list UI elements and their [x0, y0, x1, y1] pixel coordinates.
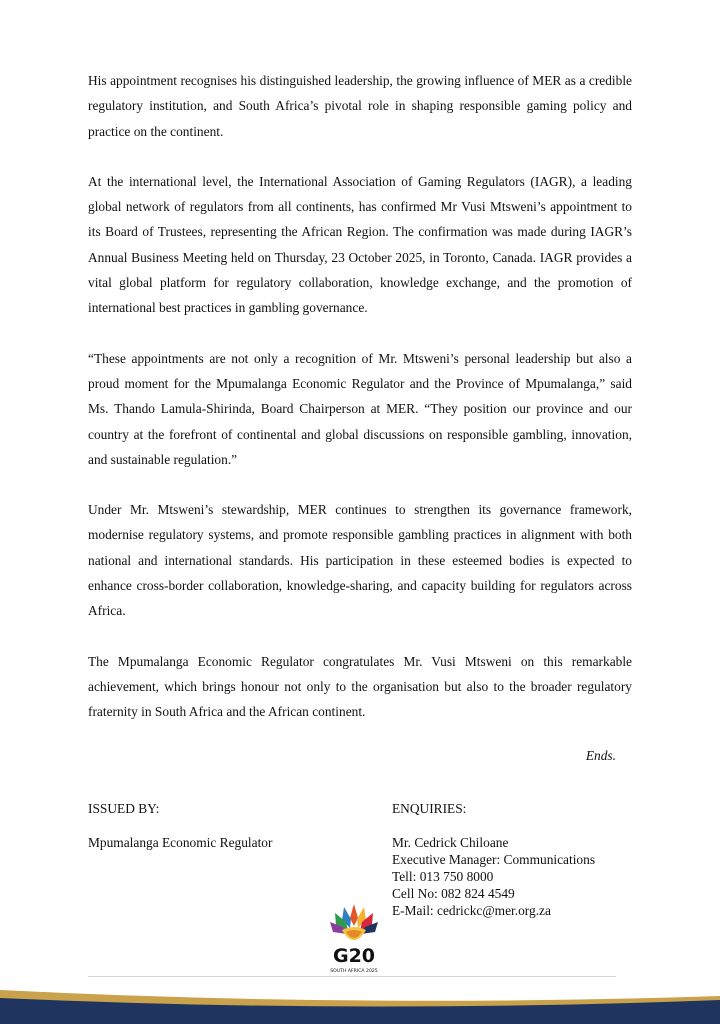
- contact-email: E-Mail: cedrickc@mer.org.za: [392, 903, 551, 918]
- paragraph-5: The Mpumalanga Economic Regulator congratulates Mr. Vusi Mtsweni on this remarkable achievement, which brings honour not only to the organisation but also to the broader regulatory fraternity in South Africa and the African continent.: [88, 653, 632, 720]
- enquiries-heading: ENQUIRIES:: [392, 801, 467, 816]
- footer-swoosh-band: [0, 984, 720, 1024]
- contact-cell: Cell No: 082 824 4549: [392, 886, 515, 901]
- paragraph-4: Under Mr. Mtsweni’s stewardship, MER continues to strengthen its governance framework, modernise regulatory systems, and promote responsible gambling practices in alignment with both national and international standards. His participation in these esteemed bodies is expected to enhance cross-border collaboration, knowledge-sharing, and capacity building for regulators across Africa.: [88, 502, 632, 619]
- protea-flower-icon: [330, 904, 378, 940]
- contact-tel: Tell: 013 750 8000: [392, 869, 494, 884]
- ends-marker: Ends.: [585, 748, 616, 763]
- issuer-name: Mpumalanga Economic Regulator: [88, 835, 273, 850]
- paragraph-3: “These appointments are not only a recognition of Mr. Mtsweni’s personal leadership but also a proud moment for the Mpumalanga Economic Regulator and the Province of Mpumalanga,” said Ms. Thando Lamula-Shirinda, Board Chairperson at MER. “They position our province and our country at the forefront of continental and global discussions on responsible gambling, innovation, and sustainable regulation.”: [88, 350, 632, 467]
- logo-mark-text: G20: [332, 945, 376, 967]
- issued-by-heading: ISSUED BY:: [88, 801, 160, 816]
- g20-logo-icon: [322, 898, 386, 976]
- contact-name: Mr. Cedrick Chiloane: [392, 835, 509, 850]
- footer-divider: [88, 976, 616, 977]
- contact-title: Executive Manager: Communications: [392, 852, 596, 867]
- press-release-body: [88, 68, 632, 750]
- logo-caption-text: SOUTH AFRICA 2025: [330, 969, 378, 974]
- paragraph-1: His appointment recognises his distinguished leadership, the growing influence of MER as a credible regulatory institution, and South Africa’s pivotal role in shaping responsible gaming policy and practice on the continent.: [88, 73, 632, 139]
- enquiries-block: [392, 800, 595, 919]
- issued-by-block: [88, 800, 272, 851]
- paragraph-2: At the international level, the International Association of Gaming Regulators (IAGR), a leading global network of regulators from all continents, has confirmed Mr Vusi Mtsweni’s appointment to its Board of Trustees, representing the African Region. The confirmation was made during IAGR’s Annual Business Meeting held on Thursday, 23 October 2025, in Toronto, Canada. IAGR provides a vital global platform for regulatory collaboration, knowledge exchange, and the promotion of international best practices in gambling governance.: [88, 173, 632, 316]
